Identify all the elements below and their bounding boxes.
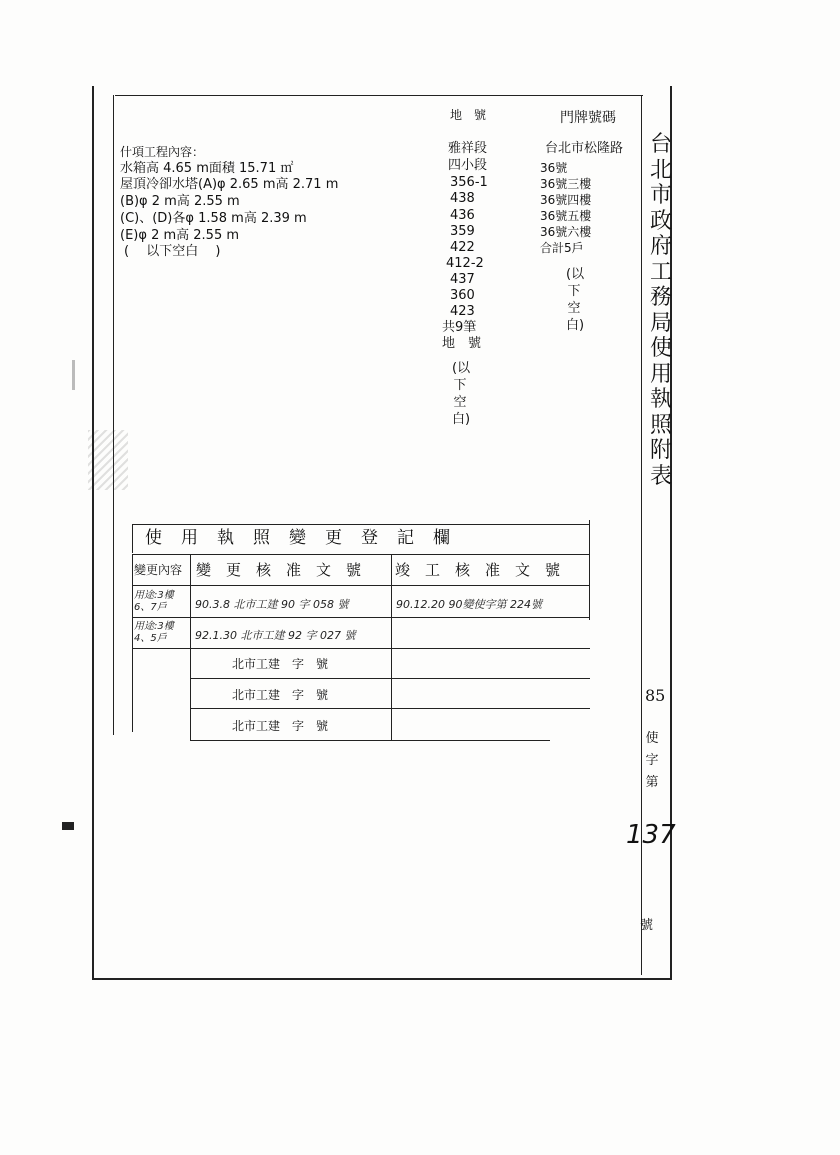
page-title: 台北市政府工務局使用執照附表	[649, 132, 672, 489]
license-type-label: 使字第	[645, 731, 659, 790]
row-approve: 北市工建 字 號	[232, 719, 329, 733]
address-line: 36號	[540, 161, 568, 175]
land-number: 356-1	[450, 175, 488, 190]
land-number: 422	[450, 240, 475, 255]
table-rule	[190, 740, 550, 741]
address-line: 36號六樓	[540, 225, 592, 239]
work-item-line: (E)φ 2 m高 2.55 m	[120, 228, 240, 243]
address-line: 36號三樓	[540, 177, 592, 191]
table-rule	[391, 554, 392, 740]
table-rule	[190, 678, 590, 679]
work-item-line: ( 以下空白 )	[124, 244, 221, 259]
land-number: 423	[450, 304, 475, 319]
land-total-unit: 地 號	[442, 336, 482, 351]
scan-artifact	[72, 360, 75, 390]
table-rule	[589, 520, 590, 620]
license-year: 85	[645, 686, 666, 705]
land-number: 359	[450, 224, 475, 239]
land-number: 436	[450, 208, 475, 223]
work-item-line: 屋頂冷卻水塔(A)φ 2.65 m高 2.71 m	[120, 177, 339, 192]
land-number: 438	[450, 191, 475, 206]
row-complete: 90.12.20 90變使字第 224號	[396, 598, 542, 611]
work-item-line: (C)、(D)各φ 1.58 m高 2.39 m	[120, 211, 307, 226]
land-blank-note: (以下空白)	[452, 361, 471, 427]
row-approve: 北市工建 字 號	[232, 657, 329, 671]
land-number: 412-2	[446, 256, 484, 271]
license-number-suffix: 號	[640, 918, 654, 933]
scan-artifact	[62, 822, 74, 830]
row-approve: 90.3.8 北市工建 90 字 058 號	[195, 598, 349, 611]
address-line: 合計5戶	[540, 241, 584, 255]
license-number: 137	[626, 820, 676, 850]
row-approve: 北市工建 字 號	[232, 688, 329, 702]
table-rule	[190, 554, 191, 740]
table-rule	[132, 554, 133, 732]
address-line: 36號四樓	[540, 193, 592, 207]
form-inner-left-rule	[113, 95, 114, 735]
work-items-heading: 什項工程內容：	[120, 145, 205, 159]
land-total: 共9筆	[442, 320, 477, 335]
table-rule	[132, 648, 590, 649]
row-approve: 92.1.30 北市工建 92 字 027 號	[195, 629, 356, 642]
row-content: 用途:3樓 6、7戶	[134, 590, 174, 613]
table-rule	[132, 585, 590, 586]
land-section: 雅祥段	[448, 141, 488, 156]
work-item-line: (B)φ 2 m高 2.55 m	[120, 194, 240, 209]
col-header-complete: 竣 工 核 准 文 號	[395, 561, 561, 579]
address-line: 36號五樓	[540, 209, 592, 223]
table-rule	[190, 708, 590, 709]
table-rule	[132, 554, 590, 555]
land-number: 360	[450, 288, 475, 303]
col-header-content: 變更內容	[134, 563, 183, 577]
change-table-caption: 使 用 執 照 變 更 登 記 欄	[145, 528, 451, 548]
land-subsection: 四小段	[448, 158, 488, 173]
address-blank-note: (以下空白)	[566, 267, 585, 333]
row-content: 用途:3樓 4、5戶	[134, 621, 174, 644]
address-road: 台北市松隆路	[545, 141, 624, 156]
land-number: 437	[450, 272, 475, 287]
work-item-line: 水箱高 4.65 m面積 15.71 ㎡	[120, 161, 294, 176]
form-top-rule	[115, 95, 643, 96]
land-number-header: 地 號	[450, 108, 487, 122]
col-header-approve: 變 更 核 准 文 號	[196, 561, 362, 579]
table-rule	[132, 617, 590, 618]
door-number-header: 門牌號碼	[560, 110, 616, 126]
